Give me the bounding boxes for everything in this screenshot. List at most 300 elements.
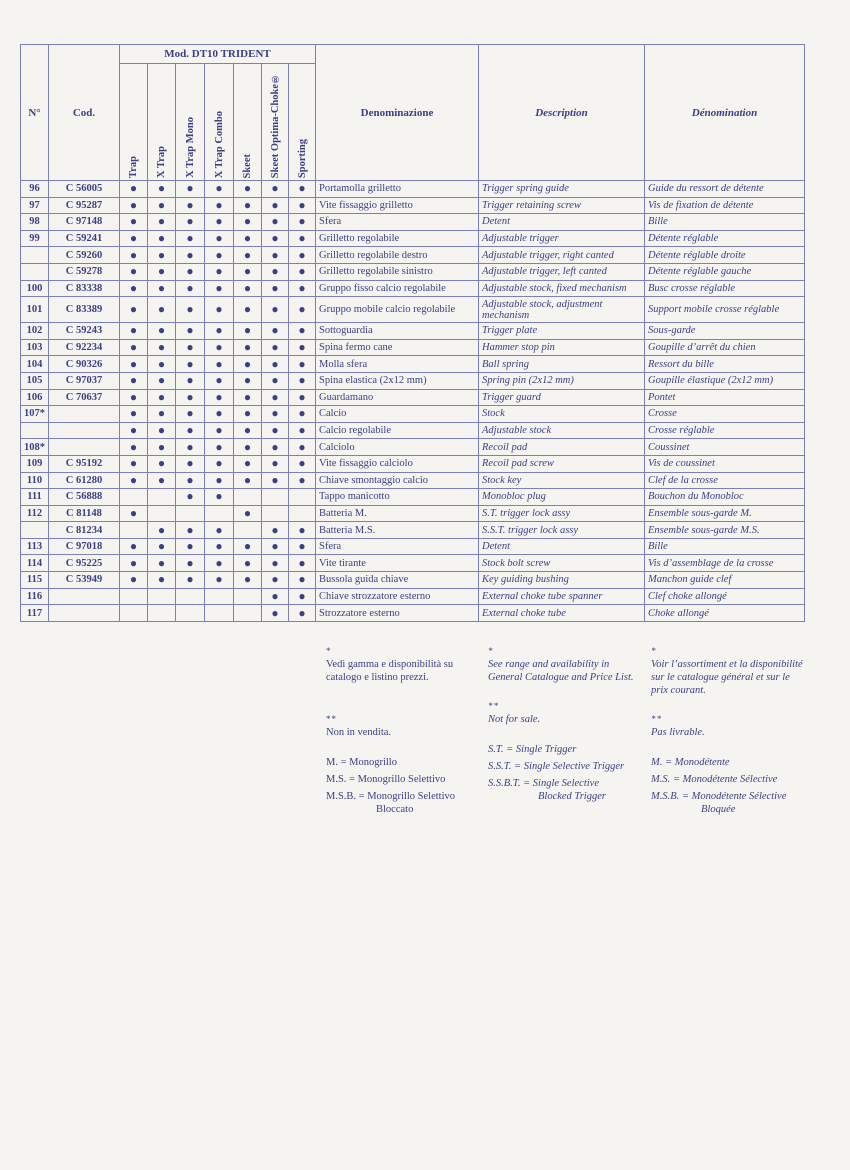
availability-dot: ● bbox=[234, 406, 262, 423]
notes-italian bbox=[326, 645, 476, 816]
availability-dot: ● bbox=[234, 339, 262, 356]
name-french: Pontet bbox=[645, 389, 805, 406]
availability-dot: ● bbox=[120, 197, 148, 214]
availability-dot bbox=[120, 605, 148, 622]
availability-dot: ● bbox=[176, 522, 205, 539]
availability-dot: ● bbox=[148, 197, 176, 214]
part-number: 113 bbox=[21, 538, 49, 555]
availability-dot bbox=[262, 505, 289, 522]
availability-dot: ● bbox=[205, 455, 234, 472]
availability-dot: ● bbox=[176, 389, 205, 406]
name-italian: Sfera bbox=[316, 538, 479, 555]
part-code: C 56005 bbox=[49, 181, 120, 198]
availability-dot: ● bbox=[205, 538, 234, 555]
availability-dot: ● bbox=[120, 297, 148, 323]
part-number: 104 bbox=[21, 356, 49, 373]
availability-dot: ● bbox=[148, 214, 176, 231]
availability-dot: ● bbox=[205, 572, 234, 589]
name-italian: Gruppo fisso calcio regolabile bbox=[316, 280, 479, 297]
availability-dot bbox=[120, 489, 148, 506]
availability-dot: ● bbox=[289, 555, 316, 572]
availability-dot: ● bbox=[234, 389, 262, 406]
availability-dot: ● bbox=[205, 263, 234, 280]
part-number: 115 bbox=[21, 572, 49, 589]
part-code: C 83389 bbox=[49, 297, 120, 323]
availability-dot: ● bbox=[262, 472, 289, 489]
part-number: 114 bbox=[21, 555, 49, 572]
header-variant-x-trap-combo: X Trap Combo bbox=[205, 64, 234, 181]
name-english: Detent bbox=[479, 214, 645, 231]
availability-dot: ● bbox=[176, 197, 205, 214]
name-english: Spring pin (2x12 mm) bbox=[479, 372, 645, 389]
availability-dot: ● bbox=[120, 356, 148, 373]
availability-dot: ● bbox=[262, 280, 289, 297]
table-row bbox=[21, 339, 805, 356]
name-italian: Spina elastica (2x12 mm) bbox=[316, 372, 479, 389]
availability-dot bbox=[120, 588, 148, 605]
availability-dot: ● bbox=[205, 181, 234, 198]
note-not-for-sale: Not for sale. bbox=[488, 714, 541, 725]
header-code: Cod. bbox=[49, 45, 120, 181]
table-row bbox=[21, 489, 805, 506]
part-code: C 90326 bbox=[49, 356, 120, 373]
name-french: Crosse bbox=[645, 406, 805, 423]
part-number: 98 bbox=[21, 214, 49, 231]
note-ssbt-cont: Blocked Trigger bbox=[538, 791, 606, 802]
availability-dot: ● bbox=[120, 472, 148, 489]
availability-dot: ● bbox=[176, 439, 205, 456]
availability-dot: ● bbox=[148, 230, 176, 247]
name-french: Clef de la crosse bbox=[645, 472, 805, 489]
name-italian: Calcio bbox=[316, 406, 479, 423]
header-italian: Denominazione bbox=[316, 45, 479, 181]
availability-dot bbox=[176, 588, 205, 605]
availability-dot: ● bbox=[262, 572, 289, 589]
availability-dot: ● bbox=[176, 555, 205, 572]
part-number: 103 bbox=[21, 339, 49, 356]
table-row bbox=[21, 472, 805, 489]
name-french: Détente réglable droite bbox=[645, 247, 805, 264]
availability-dot: ● bbox=[176, 280, 205, 297]
availability-dot: ● bbox=[120, 247, 148, 264]
part-code: C 56888 bbox=[49, 489, 120, 506]
name-french: Ensemble sous-garde M.S. bbox=[645, 522, 805, 539]
name-italian: Tappo manicotto bbox=[316, 489, 479, 506]
availability-dot: ● bbox=[262, 588, 289, 605]
availability-dot: ● bbox=[176, 263, 205, 280]
name-french: Sous-garde bbox=[645, 323, 805, 340]
availability-dot: ● bbox=[234, 181, 262, 198]
part-number: 106 bbox=[21, 389, 49, 406]
availability-dot: ● bbox=[205, 247, 234, 264]
availability-dot: ● bbox=[120, 181, 148, 198]
availability-dot: ● bbox=[205, 339, 234, 356]
part-code: C 53949 bbox=[49, 572, 120, 589]
name-english: Adjustable stock bbox=[479, 422, 645, 439]
name-english: Adjustable trigger, right canted bbox=[479, 247, 645, 264]
note-sst: S.S.T. = Single Selective Trigger bbox=[488, 761, 625, 772]
availability-dot bbox=[148, 605, 176, 622]
name-italian: Calcio regolabile bbox=[316, 422, 479, 439]
name-english: Trigger plate bbox=[479, 323, 645, 340]
name-italian: Batteria M. bbox=[316, 505, 479, 522]
availability-dot: ● bbox=[262, 230, 289, 247]
part-number: 111 bbox=[21, 489, 49, 506]
part-code: C 59278 bbox=[49, 263, 120, 280]
table-row bbox=[21, 280, 805, 297]
part-number: 116 bbox=[21, 588, 49, 605]
availability-dot: ● bbox=[289, 455, 316, 472]
note-range: See range and availability in General Catalogue and Price List. bbox=[488, 659, 634, 683]
name-italian: Guardamano bbox=[316, 389, 479, 406]
note-star: * bbox=[488, 646, 494, 656]
part-code bbox=[49, 439, 120, 456]
name-italian: Spina fermo cane bbox=[316, 339, 479, 356]
availability-dot bbox=[262, 489, 289, 506]
availability-dot: ● bbox=[148, 406, 176, 423]
availability-dot: ● bbox=[234, 297, 262, 323]
name-italian: Grilletto regolabile bbox=[316, 230, 479, 247]
availability-dot bbox=[120, 522, 148, 539]
note-msb: M.S.B. = Monogrillo Selettivo bbox=[326, 791, 456, 802]
table-row bbox=[21, 372, 805, 389]
name-english: S.S.T. trigger lock assy bbox=[479, 522, 645, 539]
availability-dot: ● bbox=[148, 472, 176, 489]
name-french: Support mobile crosse réglable bbox=[645, 297, 805, 323]
part-number: 117 bbox=[21, 605, 49, 622]
availability-dot: ● bbox=[205, 372, 234, 389]
note-star: * bbox=[651, 646, 657, 656]
table-row bbox=[21, 263, 805, 280]
availability-dot: ● bbox=[176, 230, 205, 247]
part-number: 101 bbox=[21, 297, 49, 323]
name-italian: Molla sfera bbox=[316, 356, 479, 373]
availability-dot: ● bbox=[289, 439, 316, 456]
name-italian: Sfera bbox=[316, 214, 479, 231]
name-english: Stock bolt screw bbox=[479, 555, 645, 572]
availability-dot: ● bbox=[205, 555, 234, 572]
availability-dot: ● bbox=[120, 323, 148, 340]
table-row bbox=[21, 572, 805, 589]
part-code: C 97018 bbox=[49, 538, 120, 555]
availability-dot: ● bbox=[148, 181, 176, 198]
name-italian: Gruppo mobile calcio regolabile bbox=[316, 297, 479, 323]
name-french: Goupille élastique (2x12 mm) bbox=[645, 372, 805, 389]
availability-dot: ● bbox=[205, 389, 234, 406]
name-italian: Chiave strozzatore esterno bbox=[316, 588, 479, 605]
name-french: Busc crosse réglable bbox=[645, 280, 805, 297]
availability-dot: ● bbox=[176, 247, 205, 264]
part-number: 99 bbox=[21, 230, 49, 247]
availability-dot: ● bbox=[176, 339, 205, 356]
availability-dot: ● bbox=[120, 439, 148, 456]
name-english: Stock key bbox=[479, 472, 645, 489]
table-row bbox=[21, 323, 805, 340]
availability-dot bbox=[289, 489, 316, 506]
availability-dot: ● bbox=[120, 230, 148, 247]
name-italian: Batteria M.S. bbox=[316, 522, 479, 539]
availability-dot bbox=[176, 505, 205, 522]
part-code: C 70637 bbox=[49, 389, 120, 406]
name-english: Trigger guard bbox=[479, 389, 645, 406]
name-italian: Grilletto regolabile destro bbox=[316, 247, 479, 264]
header-english: Description bbox=[479, 45, 645, 181]
part-number: 97 bbox=[21, 197, 49, 214]
availability-dot: ● bbox=[289, 230, 316, 247]
name-english: Adjustable trigger bbox=[479, 230, 645, 247]
availability-dot: ● bbox=[205, 197, 234, 214]
availability-dot: ● bbox=[176, 538, 205, 555]
availability-dot bbox=[205, 505, 234, 522]
part-code: C 97037 bbox=[49, 372, 120, 389]
name-italian: Grilletto regolabile sinistro bbox=[316, 263, 479, 280]
availability-dot: ● bbox=[262, 538, 289, 555]
name-french: Ensemble sous-garde M. bbox=[645, 505, 805, 522]
notes-french bbox=[651, 645, 806, 816]
availability-dot: ● bbox=[234, 247, 262, 264]
availability-dot: ● bbox=[176, 356, 205, 373]
availability-dot: ● bbox=[148, 339, 176, 356]
part-code: C 92234 bbox=[49, 339, 120, 356]
table-row bbox=[21, 181, 805, 198]
part-code bbox=[49, 605, 120, 622]
availability-dot: ● bbox=[234, 572, 262, 589]
availability-dot: ● bbox=[262, 356, 289, 373]
availability-dot: ● bbox=[234, 538, 262, 555]
availability-dot: ● bbox=[176, 297, 205, 323]
name-french: Crosse réglable bbox=[645, 422, 805, 439]
availability-dot: ● bbox=[176, 406, 205, 423]
part-code: C 95287 bbox=[49, 197, 120, 214]
availability-dot: ● bbox=[289, 372, 316, 389]
name-english: Detent bbox=[479, 538, 645, 555]
availability-dot: ● bbox=[289, 214, 316, 231]
availability-dot: ● bbox=[120, 263, 148, 280]
table-row bbox=[21, 538, 805, 555]
availability-dot: ● bbox=[120, 214, 148, 231]
availability-dot: ● bbox=[120, 422, 148, 439]
name-french: Vis de fixation de détente bbox=[645, 197, 805, 214]
availability-dot: ● bbox=[234, 555, 262, 572]
table-row bbox=[21, 356, 805, 373]
availability-dot: ● bbox=[289, 572, 316, 589]
name-english: Adjustable stock, adjustment mechanism bbox=[479, 297, 645, 323]
header-variant-trap: Trap bbox=[120, 64, 148, 181]
availability-dot: ● bbox=[262, 422, 289, 439]
availability-dot: ● bbox=[234, 230, 262, 247]
availability-dot bbox=[289, 505, 316, 522]
note-not-for-sale: Non in vendita. bbox=[326, 727, 392, 738]
availability-dot: ● bbox=[120, 572, 148, 589]
name-english: Adjustable stock, fixed mechanism bbox=[479, 280, 645, 297]
note-st: S.T. = Single Trigger bbox=[488, 744, 577, 755]
availability-dot: ● bbox=[120, 389, 148, 406]
availability-dot: ● bbox=[289, 605, 316, 622]
header-french: Dénomination bbox=[645, 45, 805, 181]
availability-dot: ● bbox=[234, 280, 262, 297]
availability-dot: ● bbox=[205, 472, 234, 489]
part-number bbox=[21, 247, 49, 264]
availability-dot: ● bbox=[234, 372, 262, 389]
part-number: 107* bbox=[21, 406, 49, 423]
availability-dot: ● bbox=[148, 455, 176, 472]
table-row bbox=[21, 214, 805, 231]
availability-dot: ● bbox=[289, 406, 316, 423]
availability-dot: ● bbox=[205, 323, 234, 340]
note-not-for-sale: Pas livrable. bbox=[651, 727, 705, 738]
note-star2: ** bbox=[651, 714, 662, 724]
name-french: Clef choke allongé bbox=[645, 588, 805, 605]
availability-dot: ● bbox=[262, 214, 289, 231]
availability-dot: ● bbox=[205, 522, 234, 539]
availability-dot: ● bbox=[148, 372, 176, 389]
availability-dot: ● bbox=[176, 572, 205, 589]
availability-dot: ● bbox=[262, 263, 289, 280]
availability-dot: ● bbox=[289, 247, 316, 264]
availability-dot: ● bbox=[234, 356, 262, 373]
availability-dot: ● bbox=[262, 181, 289, 198]
availability-dot: ● bbox=[234, 472, 262, 489]
availability-dot: ● bbox=[262, 323, 289, 340]
availability-dot: ● bbox=[262, 522, 289, 539]
note-star2: ** bbox=[488, 701, 499, 711]
availability-dot: ● bbox=[148, 422, 176, 439]
availability-dot: ● bbox=[148, 538, 176, 555]
part-number: 112 bbox=[21, 505, 49, 522]
table-row bbox=[21, 230, 805, 247]
availability-dot: ● bbox=[262, 406, 289, 423]
availability-dot: ● bbox=[205, 230, 234, 247]
availability-dot: ● bbox=[289, 181, 316, 198]
availability-dot bbox=[148, 505, 176, 522]
note-msb-cont: Bloquée bbox=[701, 804, 736, 815]
part-number: 108* bbox=[21, 439, 49, 456]
availability-dot: ● bbox=[176, 214, 205, 231]
name-english: Monobloc plug bbox=[479, 489, 645, 506]
part-code: C 59241 bbox=[49, 230, 120, 247]
part-number bbox=[21, 422, 49, 439]
table-row bbox=[21, 297, 805, 323]
name-french: Bille bbox=[645, 538, 805, 555]
availability-dot: ● bbox=[205, 439, 234, 456]
availability-dot: ● bbox=[120, 280, 148, 297]
name-english: Trigger spring guide bbox=[479, 181, 645, 198]
part-code: C 81148 bbox=[49, 505, 120, 522]
name-french: Détente réglable bbox=[645, 230, 805, 247]
name-italian: Vite tirante bbox=[316, 555, 479, 572]
availability-dot: ● bbox=[148, 356, 176, 373]
part-code: C 59243 bbox=[49, 323, 120, 340]
name-french: Vis de coussinet bbox=[645, 455, 805, 472]
part-code bbox=[49, 588, 120, 605]
name-english: Ball spring bbox=[479, 356, 645, 373]
part-number: 96 bbox=[21, 181, 49, 198]
availability-dot: ● bbox=[262, 389, 289, 406]
note-ssbt: S.S.B.T. = Single Selective bbox=[488, 778, 599, 789]
availability-dot: ● bbox=[148, 439, 176, 456]
availability-dot: ● bbox=[262, 247, 289, 264]
name-italian: Calciolo bbox=[316, 439, 479, 456]
availability-dot: ● bbox=[120, 538, 148, 555]
availability-dot: ● bbox=[120, 555, 148, 572]
table-row bbox=[21, 197, 805, 214]
availability-dot bbox=[234, 489, 262, 506]
header-number: N° bbox=[21, 45, 49, 181]
availability-dot: ● bbox=[148, 263, 176, 280]
availability-dot bbox=[148, 489, 176, 506]
availability-dot: ● bbox=[148, 280, 176, 297]
name-french: Guide du ressort de détente bbox=[645, 181, 805, 198]
note-range: Voir l’assortiment et la disponibilité sur le catalogue général et sur le prix courant. bbox=[651, 659, 803, 696]
availability-dot: ● bbox=[176, 472, 205, 489]
availability-dot: ● bbox=[234, 422, 262, 439]
availability-dot: ● bbox=[289, 588, 316, 605]
availability-dot: ● bbox=[234, 214, 262, 231]
header-variant-skeet-optima: Skeet Optima-Choke® bbox=[262, 64, 289, 181]
availability-dot: ● bbox=[289, 263, 316, 280]
name-english: Adjustable trigger, left canted bbox=[479, 263, 645, 280]
header-model: Mod. DT10 TRIDENT bbox=[120, 45, 316, 64]
name-english: Recoil pad bbox=[479, 439, 645, 456]
availability-dot: ● bbox=[148, 323, 176, 340]
availability-dot: ● bbox=[205, 406, 234, 423]
availability-dot: ● bbox=[148, 555, 176, 572]
availability-dot: ● bbox=[289, 323, 316, 340]
table-row bbox=[21, 505, 805, 522]
part-code: C 95192 bbox=[49, 455, 120, 472]
availability-dot: ● bbox=[289, 280, 316, 297]
availability-dot: ● bbox=[205, 422, 234, 439]
availability-dot: ● bbox=[289, 422, 316, 439]
availability-dot: ● bbox=[262, 372, 289, 389]
part-number: 100 bbox=[21, 280, 49, 297]
name-italian: Sottoguardia bbox=[316, 323, 479, 340]
part-number bbox=[21, 522, 49, 539]
table-row bbox=[21, 555, 805, 572]
name-english: Stock bbox=[479, 406, 645, 423]
availability-dot: ● bbox=[234, 439, 262, 456]
note-m: M. = Monogrillo bbox=[326, 757, 397, 768]
availability-dot bbox=[205, 605, 234, 622]
table-row bbox=[21, 455, 805, 472]
note-star2: ** bbox=[326, 714, 337, 724]
part-code bbox=[49, 406, 120, 423]
table-row bbox=[21, 439, 805, 456]
availability-dot: ● bbox=[120, 455, 148, 472]
availability-dot: ● bbox=[176, 489, 205, 506]
name-french: Ressort du bille bbox=[645, 356, 805, 373]
name-italian: Bussola guida chiave bbox=[316, 572, 479, 589]
availability-dot: ● bbox=[289, 197, 316, 214]
availability-dot: ● bbox=[234, 455, 262, 472]
table-row bbox=[21, 422, 805, 439]
name-italian: Chiave smontaggio calcio bbox=[316, 472, 479, 489]
header-variant-x-trap: X Trap bbox=[148, 64, 176, 181]
table-row bbox=[21, 588, 805, 605]
availability-dot: ● bbox=[289, 522, 316, 539]
name-french: Choke allongé bbox=[645, 605, 805, 622]
part-number: 102 bbox=[21, 323, 49, 340]
part-code bbox=[49, 422, 120, 439]
availability-dot: ● bbox=[205, 214, 234, 231]
availability-dot: ● bbox=[262, 439, 289, 456]
name-italian: Vite fissaggio grilletto bbox=[316, 197, 479, 214]
availability-dot: ● bbox=[205, 356, 234, 373]
name-english: External choke tube bbox=[479, 605, 645, 622]
availability-dot: ● bbox=[262, 339, 289, 356]
availability-dot: ● bbox=[262, 605, 289, 622]
availability-dot bbox=[205, 588, 234, 605]
